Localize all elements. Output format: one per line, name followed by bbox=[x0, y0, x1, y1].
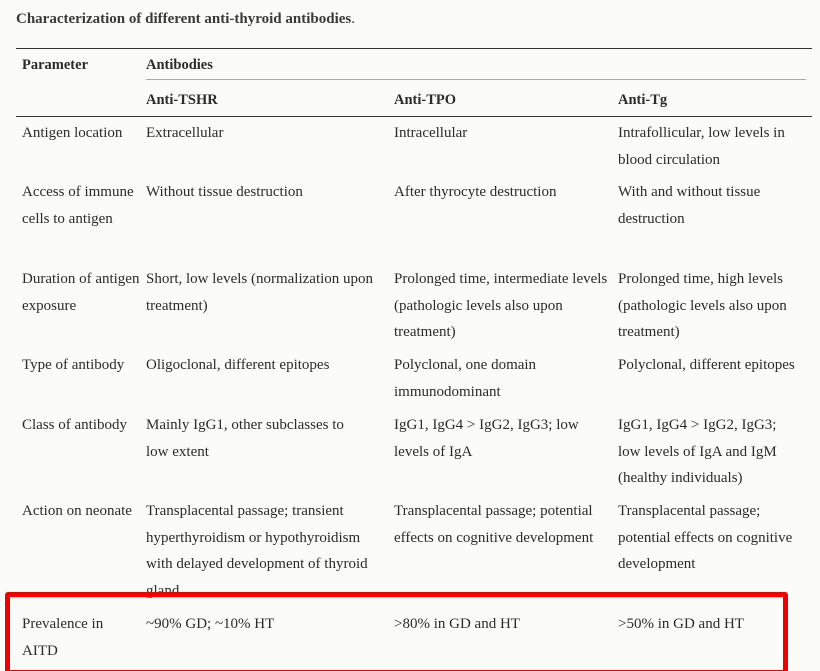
cell-tpo: >80% in GD and HT bbox=[394, 616, 520, 632]
row-parameter: Duration of antigen exposure bbox=[22, 271, 140, 314]
header-col-tshr: Anti-TSHR bbox=[146, 92, 218, 108]
cell-tg: IgG1, IgG4 > IgG2, IgG3; low levels of IgA and IgM (healthy individuals) bbox=[618, 417, 777, 486]
row-parameter: Antigen location bbox=[22, 125, 123, 141]
cell-tshr: Without tissue destruction bbox=[146, 184, 303, 200]
cell-tpo: Polyclonal, one domain immunodominant bbox=[394, 357, 537, 400]
cell-tpo: Prolonged time, intermediate levels (pathologic levels also upon treatment) bbox=[394, 271, 608, 340]
table-caption bbox=[16, 9, 355, 29]
table-top-rule bbox=[16, 48, 812, 49]
cell-tpo: After thyrocyte destruction bbox=[394, 184, 557, 200]
cell-tg: Transplacental passage; potential effects on cognitive development bbox=[618, 503, 793, 572]
header-group-rule bbox=[146, 79, 806, 80]
caption-punct: . bbox=[351, 11, 356, 27]
cell-tg: Polyclonal, different epitopes bbox=[618, 357, 795, 373]
caption-title: Characterization of different anti-thyroid antibodies bbox=[16, 11, 352, 27]
cell-tshr: Oligoclonal, different epitopes bbox=[146, 357, 330, 373]
row-parameter: Access of immune cells to antigen bbox=[22, 184, 134, 227]
row-parameter: Class of antibody bbox=[22, 417, 127, 433]
cell-tshr: Transplacental passage; transient hyperthyroidism or hypothyroidism with delayed development of thyroid gland bbox=[146, 503, 368, 599]
header-col-tpo: Anti-TPO bbox=[394, 92, 457, 108]
row-parameter: Prevalence in AITD bbox=[22, 611, 122, 664]
cell-tg: >50% in GD and HT bbox=[618, 616, 744, 632]
row-parameter: Type of antibody bbox=[22, 357, 125, 373]
header-group: Antibodies bbox=[146, 57, 213, 73]
cell-tshr: Extracellular bbox=[146, 125, 224, 141]
cell-tshr: ~90% GD; ~10% HT bbox=[146, 611, 386, 638]
header-bottom-rule bbox=[16, 116, 812, 117]
cell-tpo: Transplacental passage; potential effects on cognitive development bbox=[394, 503, 594, 546]
header-parameter: Parameter bbox=[22, 57, 89, 73]
cell-tg: With and without tissue destruction bbox=[618, 184, 761, 227]
cell-tshr: Mainly IgG1, other subclasses to low extent bbox=[146, 417, 344, 460]
cell-tpo: IgG1, IgG4 > IgG2, IgG3; low levels of IgA bbox=[394, 417, 579, 460]
header-col-tg: Anti-Tg bbox=[618, 92, 668, 108]
highlight-box bbox=[5, 592, 788, 671]
cell-tg: Intrafollicular, low levels in blood circulation bbox=[618, 125, 785, 168]
cell-tg: Prolonged time, high levels (pathologic levels also upon treatment) bbox=[618, 271, 787, 340]
row-parameter: Action on neonate bbox=[22, 503, 132, 519]
cell-tshr: Short, low levels (normalization upon treatment) bbox=[146, 271, 374, 314]
cell-tpo: Intracellular bbox=[394, 125, 468, 141]
